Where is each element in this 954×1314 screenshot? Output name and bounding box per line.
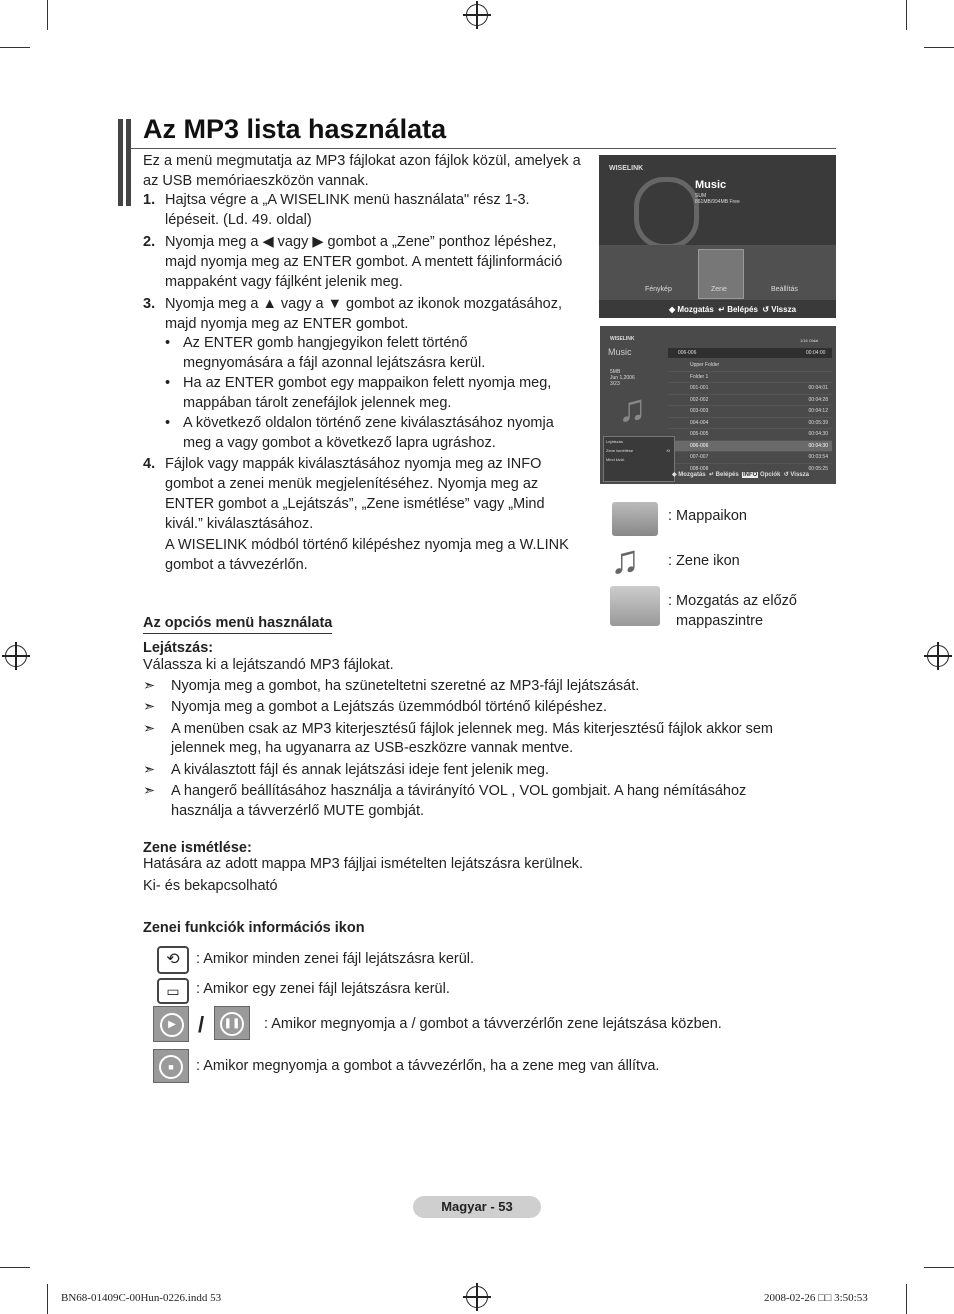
device-name: SUM xyxy=(695,193,707,199)
icon-description: : Amikor megnyomja a gombot a távvezérlőn, ha a zene meg van állítva. xyxy=(196,1058,660,1074)
screen-heading: Music xyxy=(695,179,727,191)
title-rule xyxy=(131,148,836,149)
registration-mark-icon xyxy=(927,645,949,667)
music-list-screen xyxy=(600,326,836,484)
folder-icon xyxy=(612,502,658,536)
play-icon: ▶ xyxy=(153,1006,189,1042)
registration-mark-icon xyxy=(466,4,488,26)
screen-heading: Music xyxy=(608,347,632,357)
menu-item-repeat[interactable]: Zene ismétlése Ki xyxy=(606,448,670,453)
repeat-toggle-note: Ki- és bekapcsolható xyxy=(143,878,278,894)
free-space: 861MB/994MB Free xyxy=(695,199,740,205)
step-1: 1. Hajtsa végre a „A WISELINK menü használata" rész 1-3. lépéseit. (Ld. 49. oldal) xyxy=(143,192,530,228)
stop-icon: ■ xyxy=(153,1049,189,1083)
crop-mark xyxy=(0,1267,30,1268)
list-item: • Az ENTER gomb hangjegyikon felett történő megnyomására a fájl azonnal lejátszásra kerül. xyxy=(165,335,486,371)
title-bar xyxy=(118,119,123,206)
nav-bar: ◆ Mozgatás ↵ Belépés ↺ Vissza xyxy=(669,305,797,314)
step-3: 3. Nyomja meg a ▲ vagy a ▼ gombot az ikonok mozgatásához, majd nyomja meg az ENTER gombot. xyxy=(143,296,563,332)
headphones-icon xyxy=(634,177,699,249)
tab-photo[interactable]: Fénykép xyxy=(645,286,672,293)
page-title: Az MP3 lista használata xyxy=(143,114,447,144)
wiselink-main-screen xyxy=(599,155,836,318)
wiselink-logo: WISELINK xyxy=(609,165,644,172)
icon-description: : Amikor minden zenei fájl lejátszásra kerül. xyxy=(196,951,475,967)
menu-item-select-all[interactable]: Mind kivál. xyxy=(606,457,625,462)
page-number: Magyar - 53 xyxy=(413,1196,541,1218)
now-playing-time: 00:04:00 xyxy=(806,350,826,356)
section-heading: Zenei funkciók információs ikon xyxy=(143,920,365,936)
list-item: ➣ Nyomja meg a gombot a Lejátszás üzemmódból történő kilépéshez. xyxy=(143,699,608,715)
table-row[interactable]: 002-002 00:04:28 xyxy=(668,395,832,407)
bullet-list xyxy=(165,333,595,453)
tab-music[interactable]: Zene xyxy=(711,286,727,293)
list-item: ➣ A menüben csak az MP3 kiterjesztésű fájlok jelennek meg. Más kiterjesztésű fájlok akkor sem jelennek meg, ha ugyanarra az USB-eszközre vannak mentve. xyxy=(143,721,774,756)
repeat-description: Hatására az adott mappa MP3 fájljai ismételten lejátszásra kerülnek. xyxy=(143,856,584,872)
subsection-heading: Lejátszás: xyxy=(143,640,214,656)
intro-text: Ez a menü megmutatja az MP3 fájlokat azon fájlok közül, amelyek a az USB memóriaeszközön vannak. xyxy=(143,153,581,189)
icon-description: : Amikor egy zenei fájl lejátszásra kerül. xyxy=(196,981,450,997)
table-row[interactable]: 004-004 00:05:39 xyxy=(668,418,832,430)
play-description: Válassza ki a lejátszandó MP3 fájlokat. xyxy=(143,657,394,673)
print-slug-left: BN68-01409C-00Hun-0226.indd 53 xyxy=(61,1292,222,1304)
notes-list xyxy=(143,676,823,821)
folder-up-icon xyxy=(610,586,660,626)
legend-folder: : Mappaikon xyxy=(668,508,747,524)
registration-mark-icon xyxy=(5,645,27,667)
now-playing-file: 006-006 xyxy=(678,350,697,356)
list-item: • A következő oldalon történő zene kiválasztásához nyomja meg a vagy gombot a következő lapra ugráshoz. xyxy=(165,415,554,451)
repeat-one-icon: ▭ xyxy=(157,978,189,1004)
table-row-selected[interactable]: 006-006 00:04:30 xyxy=(668,441,832,453)
file-info: 5MB Jun 1,2006 3/23 xyxy=(610,369,635,387)
crop-mark xyxy=(47,1284,48,1314)
crop-mark xyxy=(924,47,954,48)
crop-mark xyxy=(924,1267,954,1268)
file-list xyxy=(668,360,832,474)
step-4: 4. Fájlok vagy mappák kiválasztásához nyomja meg az INFO gombot a zenei menük megjelenítéséhez. Nyomja meg az ENTER gombot a „Lejátszás”, „Zene ismétlése” vagy „Mind kivál.” kiválasztásához. xyxy=(143,456,545,532)
crop-mark xyxy=(47,0,48,30)
page-indicator: 1/16 Oldal xyxy=(800,338,819,343)
section-heading: Az opciós menü használata xyxy=(143,613,332,634)
list-item: ➣ Nyomja meg a gombot, ha szüneteltetni szeretné az MP3-fájl lejátszását. xyxy=(143,678,640,694)
step-2: 2. Nyomja meg a ◀ vagy ▶ gombot a „Zene” ponthoz lépéshez, majd nyomja meg az ENTER gombot. A mentett fájlinformáció mappaként vagy fájlként jelenik meg. xyxy=(143,234,563,290)
list-item: ➣ A hangerő beállításához használja a távirányító VOL , VOL gombjait. A hang némításához használja a távverzérlő MUTE gombját. xyxy=(143,783,747,819)
crop-mark xyxy=(906,1284,907,1314)
legend-music: : Zene ikon xyxy=(668,553,740,569)
options-menu xyxy=(603,436,675,482)
exit-text: A WISELINK módból történő kilépéshez nyomja meg a W.LINK gombot a távvezérlőn. xyxy=(165,537,569,573)
crop-mark xyxy=(0,47,30,48)
tab-settings[interactable]: Beállítás xyxy=(771,286,798,293)
icon-description: : Amikor megnyomja a / gombot a távverzérlőn zene lejátszása közben. xyxy=(264,1016,722,1032)
music-note-icon: ♫ xyxy=(610,538,640,582)
legend-folder-up: : Mozgatás az előző mappaszintre xyxy=(668,593,797,629)
wiselink-logo: WISELINK xyxy=(610,336,635,342)
table-row[interactable]: Upper Folder xyxy=(668,360,832,372)
subsection-heading: Zene ismétlése: xyxy=(143,840,252,856)
list-item: • Ha az ENTER gombot egy mappaikon felett nyomja meg, mappában tárolt zenefájlok jelennek meg. xyxy=(165,375,552,411)
crop-mark xyxy=(906,0,907,30)
repeat-all-icon: ⟲ xyxy=(157,946,189,974)
table-row[interactable]: 007-007 00:03:54 xyxy=(668,452,832,464)
pause-icon: ❚❚ xyxy=(214,1006,250,1040)
menu-item-play[interactable]: Lejátszás xyxy=(606,439,623,444)
title-bar xyxy=(126,119,131,206)
list-item: ➣ A kiválasztott fájl és annak lejátszási ideje fent jelenik meg. xyxy=(143,762,550,778)
table-row[interactable]: Folder 1 xyxy=(668,372,832,384)
music-note-icon: ♫ xyxy=(618,388,647,430)
table-row[interactable]: 001-001 00:04:01 xyxy=(668,383,832,395)
slash-separator: / xyxy=(198,1012,205,1037)
print-slug-right: 2008-02-26 □□ 3:50:53 xyxy=(764,1292,868,1304)
table-row[interactable]: 003-003 00:04:12 xyxy=(668,406,832,418)
registration-mark-icon xyxy=(466,1286,488,1308)
table-row[interactable]: 005-005 00:04:30 xyxy=(668,429,832,441)
table-row[interactable]: 008-008 00:05:25 xyxy=(690,465,828,472)
nav-bar: ◆ Mozgatás ↵ Belépés INFO Opciók ↺ Vissza xyxy=(672,472,809,478)
